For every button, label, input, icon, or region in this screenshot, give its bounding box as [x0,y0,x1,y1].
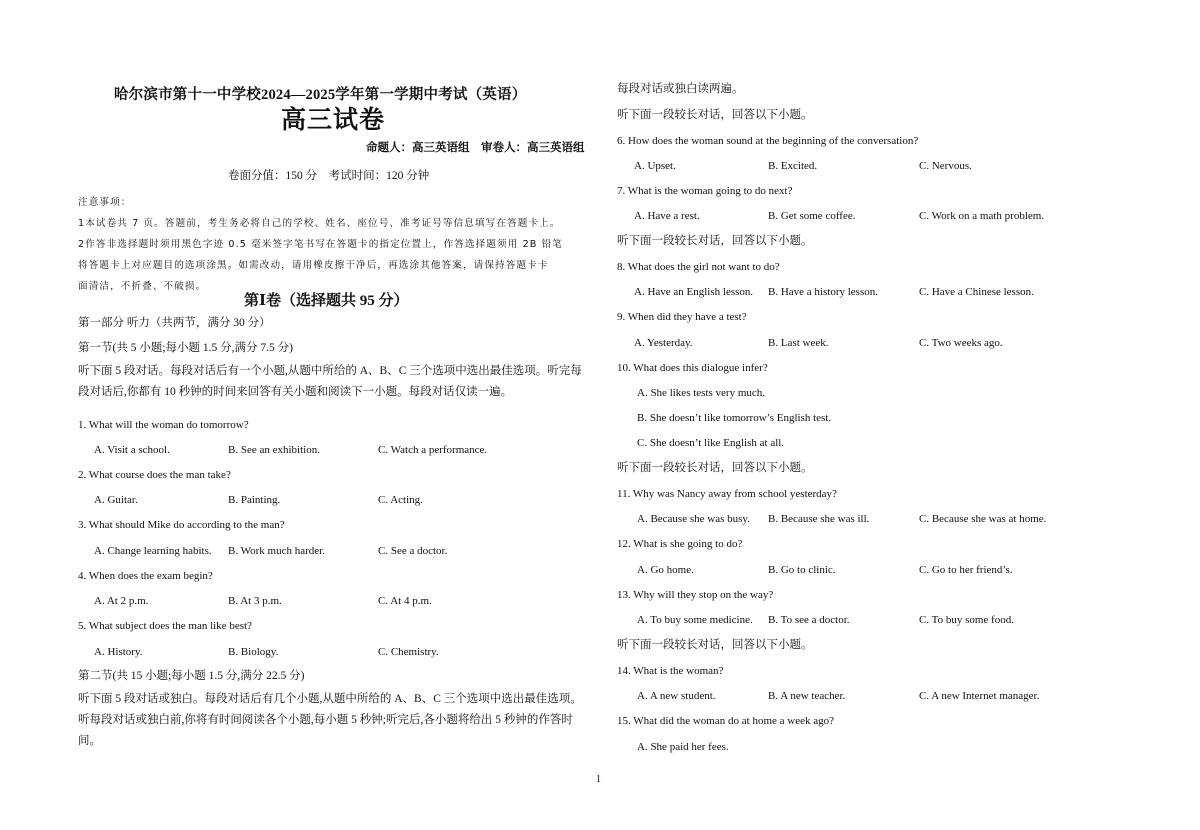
option-c: C. Chemistry. [378,646,439,658]
page-number: 1 [596,774,601,785]
score-time-line: 卷面分值：150 分 考试时间：120 分钟 [228,170,430,182]
option-a: A. A new student. [637,690,716,702]
option-c: C. Work on a math problem. [919,210,1045,222]
listen-instruction: 听下面一段较长对话，回答以下小题。 [617,462,813,474]
option-a: A. She likes tests very much. [637,387,766,399]
option-c: C. Two weeks ago. [919,337,1003,349]
question-11: 11. Why was Nancy away from school yesterday? [617,488,837,500]
option-b: B. To see a doctor. [768,614,850,626]
volume-title: 第Ⅰ卷（选择题共 95 分） [244,293,409,309]
option-c: C. A new Internet manager. [919,690,1040,702]
listen-instruction: 听下面一段较长对话，回答以下小题。 [617,235,813,247]
options-row [94,595,590,609]
option-b: B. See an exhibition. [228,444,320,456]
option-a: A. At 2 p.m. [94,595,149,607]
notes-line: 1本试卷共 7 页。答题前，考生务必将自己的学校、姓名、座位号、准考证号等信息填写在答题卡上。 [78,218,561,229]
option-a: A. She paid her fees. [637,741,729,753]
option-b: B. Go to clinic. [768,564,836,576]
option-a: A. Upset. [634,160,676,172]
option-c: C. See a doctor. [378,545,448,557]
option-a: A. Have a rest. [634,210,700,222]
notes-heading: 注意事项： [78,197,132,208]
options-row [637,513,1097,527]
options-row [634,337,1097,351]
paper-title: 高三试卷 [281,107,386,134]
option-c: C. She doesn’t like English at all. [637,437,785,449]
question-13: 13. Why will they stop on the way? [617,589,774,601]
section1-instructions: 听下面 5 段对话。每段对话后有一个小题,从题中所给的 A、B、C 三个选项中选出最佳选项。听完每段对话后,你都有 10 秒钟的时间来回答有关小题和阅读下一小题。每段对话仅读一遍。 [78,365,582,398]
option-a: A. Change learning habits. [94,545,212,557]
question-3: 3. What should Mike do according to the man? [78,519,285,531]
read-twice-line: 每段对话或独白读两遍。 [617,83,744,95]
section2-instructions: 听下面 5 段对话或独白。每段对话后有几个小题,从题中所给的 A、B、C 三个选项中选出最佳选项。听每段对话或独白前,你将有时间阅读各个小题,每小题 5 秒钟;听完后,各小题将给出 5 秒钟的作答时间。 [78,693,582,747]
question-9: 9. When did they have a test? [617,311,747,323]
option-b: B. Have a history lesson. [768,286,878,298]
option-b: B. Excited. [768,160,818,172]
option-b: B. Last week. [768,337,829,349]
option-a: A. Guitar. [94,494,138,506]
option-a: A. History. [94,646,143,658]
option-b: B. At 3 p.m. [228,595,282,607]
question-2: 2. What course does the man take? [78,469,231,481]
options-row [637,564,1097,578]
option-b: B. Get some coffee. [768,210,856,222]
option-b: B. Painting. [228,494,281,506]
part-heading: 第一部分 听力（共两节，满分 30 分） [78,317,271,329]
option-a: A. Go home. [637,564,694,576]
option-c: C. At 4 p.m. [378,595,432,607]
question-14: 14. What is the woman? [617,665,724,677]
notes-line: 面清洁，不折叠、不破损。 [78,281,207,292]
options-row [634,286,1097,300]
option-b: B. She doesn’t like tomorrow’s English test. [637,412,832,424]
question-4: 4. When does the exam begin? [78,570,213,582]
options-row [94,494,590,508]
question-15: 15. What did the woman do at home a week ago? [617,715,834,727]
option-b: B. Biology. [228,646,279,658]
question-8: 8. What does the girl not want to do? [617,261,780,273]
option-c: C. Have a Chinese lesson. [919,286,1034,298]
section1-heading: 第一节(共 5 小题;每小题 1.5 分,满分 7.5 分) [78,342,293,354]
options-row [634,160,1097,174]
question-5: 5. What subject does the man like best? [78,620,252,632]
option-b: B. A new teacher. [768,690,846,702]
question-6: 6. How does the woman sound at the beginning of the conversation? [617,135,919,147]
option-c: C. To buy some food. [919,614,1014,626]
option-b: B. Because she was ill. [768,513,870,525]
options-row [94,646,590,660]
listen-instruction: 听下面一段较长对话，回答以下小题。 [617,639,813,651]
option-b: B. Work much harder. [228,545,325,557]
notes-line: 将答题卡上对应题目的选项涂黑。如需改动，请用橡皮擦干净后，再选涂其他答案，请保持答题卡卡 [78,260,549,271]
option-c: C. Go to her friend’s. [919,564,1013,576]
option-c: C. Acting. [378,494,423,506]
option-a: A. Visit a school. [94,444,170,456]
options-row [94,545,590,559]
options-row [637,614,1097,628]
option-a: A. To buy some medicine. [637,614,753,626]
option-a: A. Have an English lesson. [634,286,754,298]
question-7: 7. What is the woman going to do next? [617,185,793,197]
option-c: C. Watch a performance. [378,444,488,456]
notes-block [78,192,563,297]
option-c: C. Nervous. [919,160,972,172]
question-1: 1. What will the woman do tomorrow? [78,419,249,431]
options-row [634,210,1097,224]
question-12: 12. What is she going to do? [617,538,743,550]
question-10: 10. What does this dialogue infer? [617,362,768,374]
options-row [94,444,590,458]
school-title: 哈尔滨市第十一中学校2024—2025学年第一学期中考试（英语） [114,87,527,103]
listen-instruction: 听下面一段较长对话，回答以下小题。 [617,109,813,121]
option-a: A. Yesterday. [634,337,693,349]
option-c: C. Because she was at home. [919,513,1047,525]
section2-heading: 第二节(共 15 小题;每小题 1.5 分,满分 22.5 分) [78,670,305,682]
options-row [637,690,1097,704]
notes-line: 2作答非选择题时须用黑色字迹 0.5 毫米签字笔书写在答题卡的指定位置上，作答选择题须用 2B 铅笔 [78,239,563,250]
authors-line: 命题人：高三英语组 审卷人：高三英语组 [366,142,585,154]
option-a: A. Because she was busy. [637,513,750,525]
